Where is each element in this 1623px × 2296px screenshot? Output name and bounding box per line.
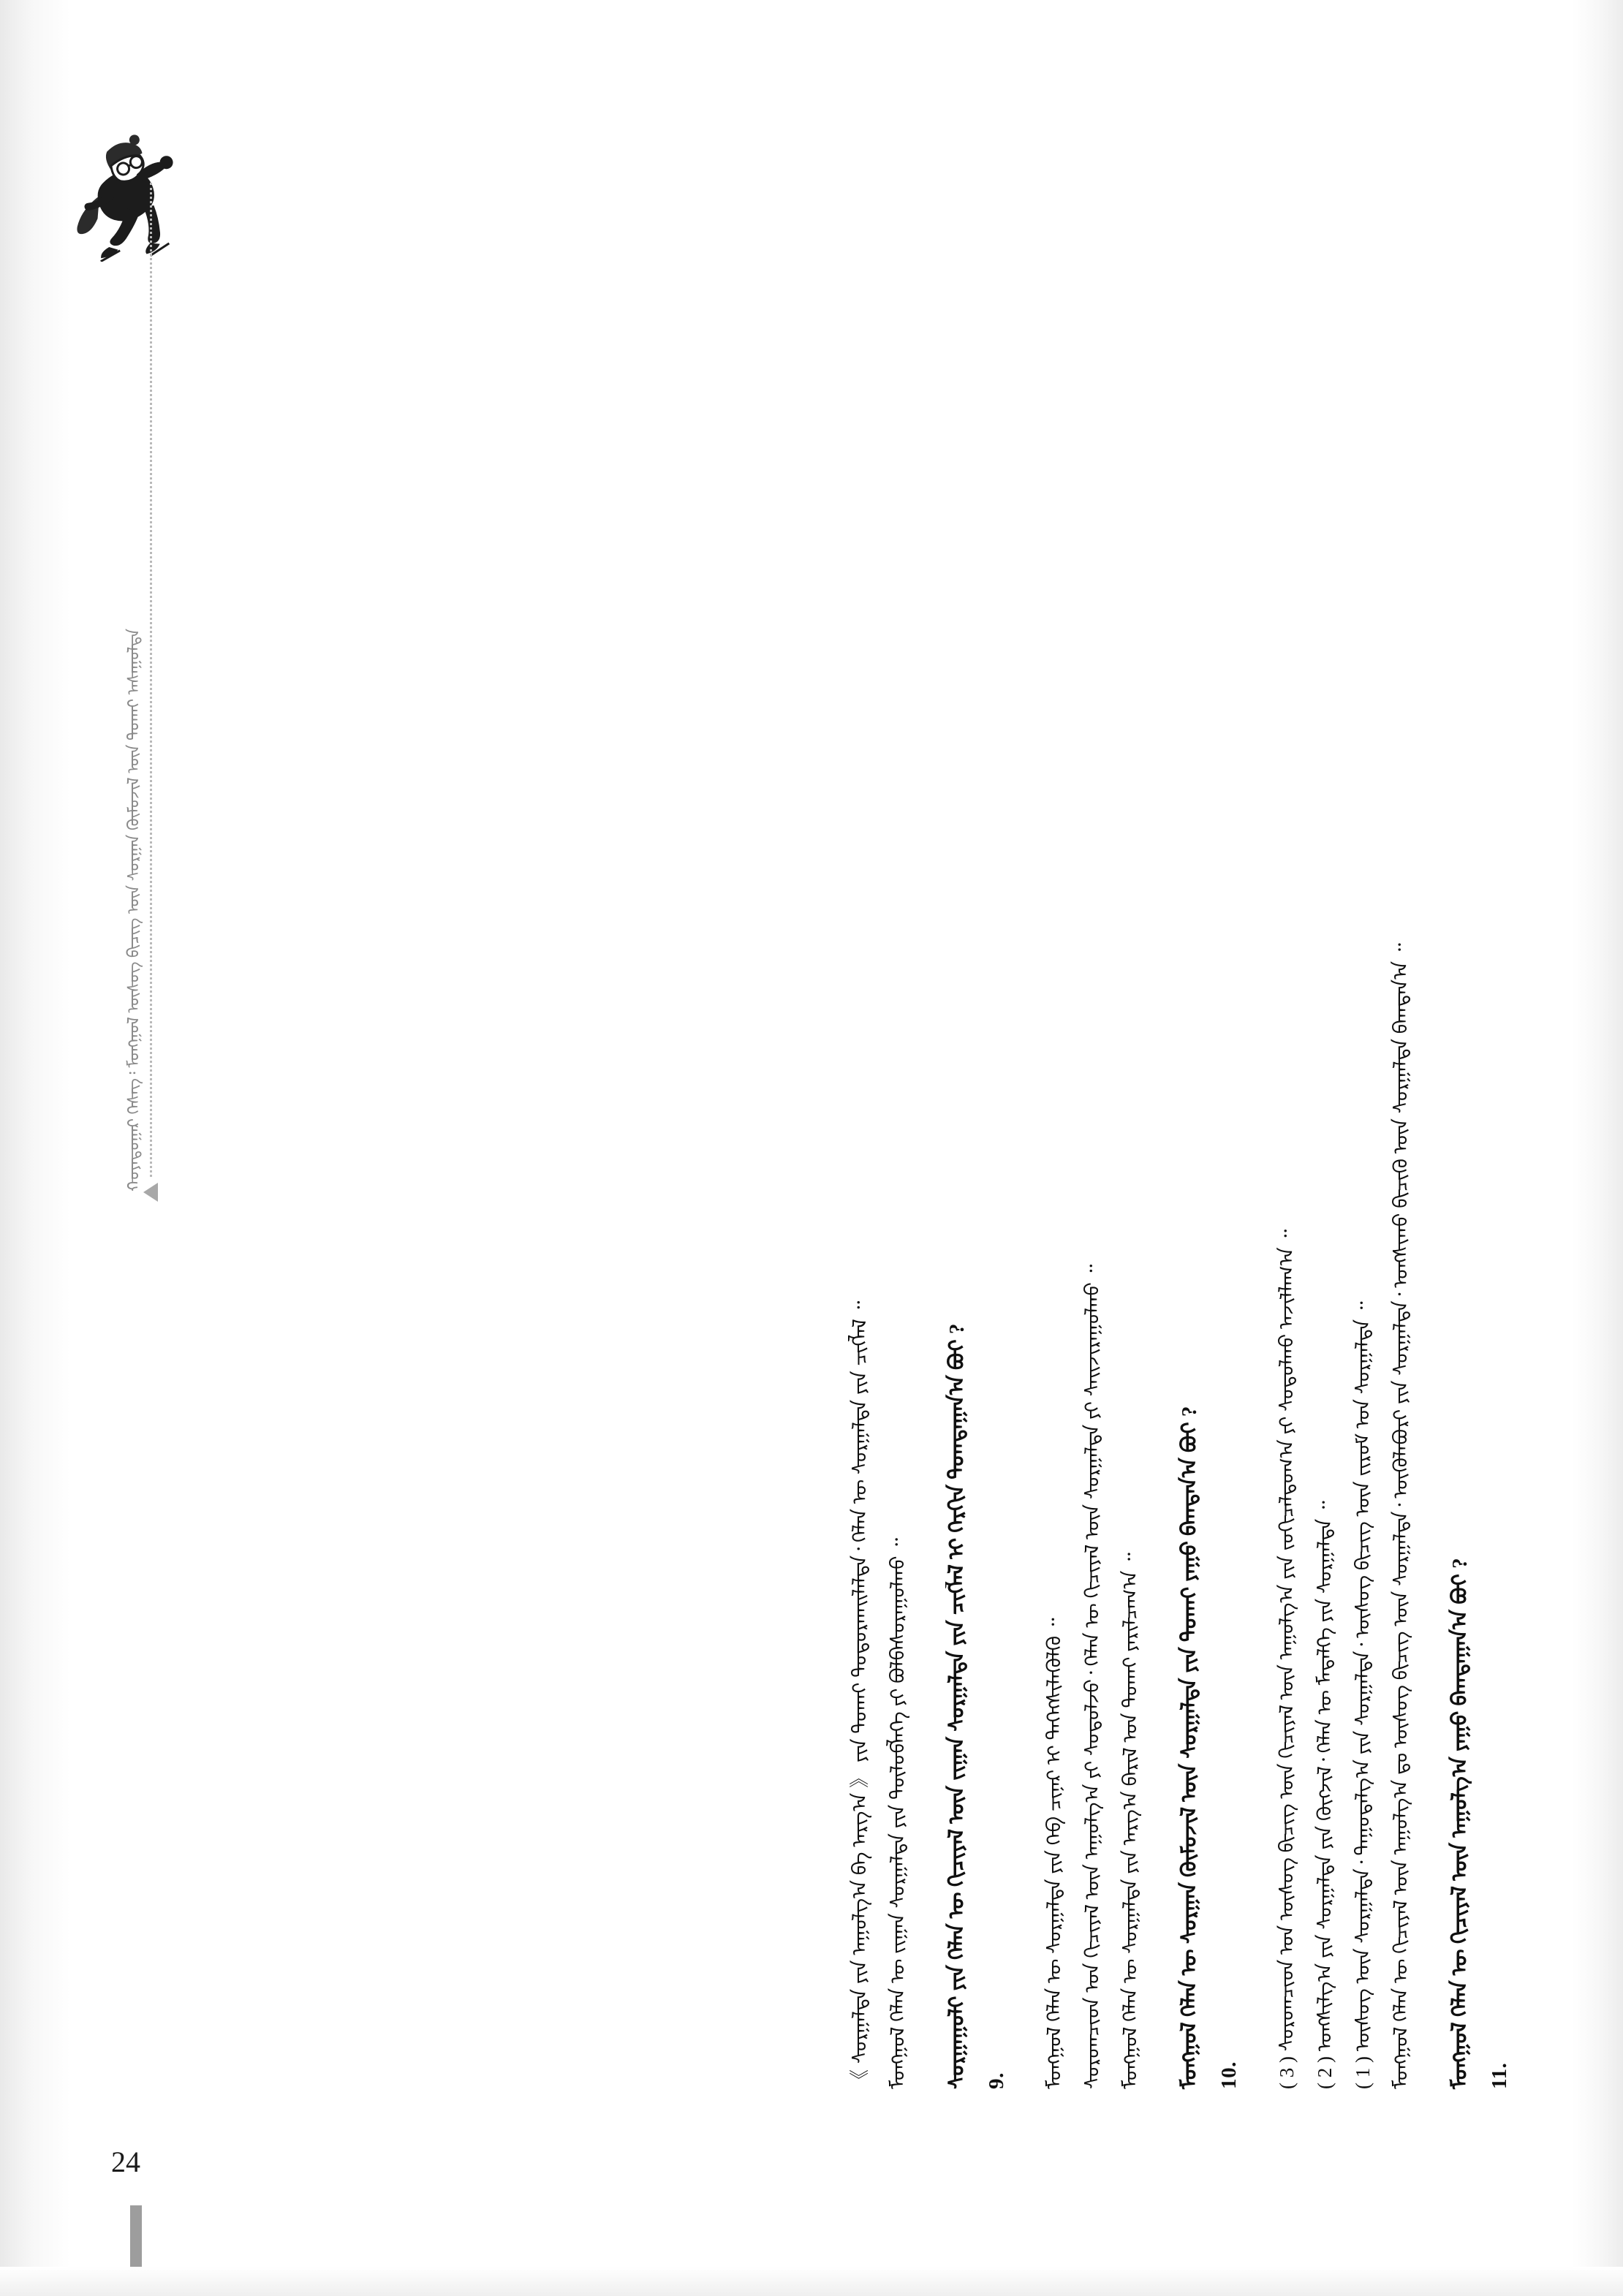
item-number: 10. bbox=[1217, 2061, 1241, 2089]
column-gap bbox=[908, 174, 927, 2089]
column-gap bbox=[1240, 174, 1259, 2089]
item-paragraph: 《 ᠰᠤᠷᠭᠠᠯᠲᠠ ᠶᠢᠨ ᠠᠭᠤᠯᠭ᠎ᠠ ᠪᠠ ᠠᠷᠭ᠎ᠠ 》 ᠶᠢᠨ ᠲᠤᠬᠠᠢ ᠲᠣᠳᠣᠷᠬᠠᠢᠯᠠᠯᠲᠠ᠂ ᠬᠡᠯᠡᠨ ᠦ ᠰᠤᠷᠭᠠᠯᠲᠠ ᠶᠢᠨ ᠴᠢᠭᠯᠡᠯ ᠃ bbox=[849, 1300, 871, 2089]
page-edge-shading-right bbox=[1572, 0, 1623, 2296]
item-paragraph: ( 2 ) ᠤᠩᠰᠢᠯᠭ᠎ᠠ ᠶᠢᠨ ᠰᠤᠷᠭᠠᠯᠲᠠ ᠶᠢᠨ ᠬᠥᠭᠵᠢᠯ᠂ ᠬᠡᠯᠡᠨ ᠦ ᠮᠡᠳᠡᠯᠭᠡ ᠶᠢᠨ ᠰᠤᠷᠭᠠᠯᠲᠠ ᠃ bbox=[1314, 1501, 1336, 2089]
item-paragraph: ᠮᠣᠩᠭᠣᠯ ᠬᠡᠯᠡᠨ ᠦ ᠰᠤᠷᠭᠠᠯᠲᠠ ᠶᠢᠨ ᠠᠷᠭ᠎ᠠ ᠪᠠᠷᠢᠯ ᠤᠨ ᠲᠤᠬᠠᠢ ᠶᠠᠷᠢᠯᠴᠠᠭ᠎ᠠ ᠃ bbox=[1119, 1553, 1141, 2089]
item-heading: ᠮᠣᠩᠭᠣᠯ ᠬᠡᠯᠡᠨ ᠦ ᠬᠢᠴᠢᠶᠡᠯ ᠦᠨ ᠠᠭᠤᠯᠭ᠎ᠠ ᠶᠠᠭᠤ ᠪᠠᠭᠲᠠᠭᠠᠨ᠎ᠠ ᠪᠤᠢ ? bbox=[1448, 1558, 1472, 2089]
page-edge-shading-bottom bbox=[0, 2267, 1623, 2296]
item-number: 9. bbox=[985, 2072, 1008, 2089]
page-number: 24 bbox=[111, 2145, 140, 2178]
column-gap bbox=[1140, 174, 1159, 2089]
item-paragraph: ( 1 ) ᠦᠰᠦᠭ ᠦᠨ ᠰᠤᠷᠭᠠᠯᠲᠠ᠂ ᠳᠠᠭᠤᠳᠠᠯᠭ᠎ᠠ ᠶᠢᠨ ᠰᠤᠷᠭᠠᠯᠲᠠ᠂ ᠦᠰᠦᠭ ᠪᠢᠴᠢᠭ ᠦᠨ ᠵᠢᠷᠤᠮ ᠤᠨ ᠰᠤᠷᠭᠠᠯᠲᠠ ᠃ bbox=[1352, 1301, 1374, 2089]
item-paragraph: ᠰᠤᠷᠤᠭᠴᠢᠳ ᠤᠨ ᠬᠢᠴᠢᠶᠡᠯ ᠦᠨ ᠠᠭᠤᠯᠭ᠎ᠠ ᠶᠢ ᠰᠤᠳᠤᠯᠵᠤ᠂ ᠬᠡᠯᠡᠨ ᠦ ᠬᠢᠴᠢᠶᠡᠯ ᠦᠨ ᠰᠤᠷᠭᠠᠯᠲᠠ ᠶᠢ ᠰᠠᠢᠵᠢᠷᠠᠭᠤᠯᠬᠤ ᠃ bbox=[1081, 1264, 1103, 2089]
item-paragraph: ᠮᠣᠩᠭᠣᠯ ᠬᠡᠯᠡᠨ ᠦ ᠰᠤᠷᠭᠠᠯᠲᠠ ᠶᠢᠨ ᠬᠡᠪ ᠴᠢᠨᠠᠷ ᠢ ᠳᠡᠭᠡᠭᠰᠢᠯᠡᠭᠦᠯᠬᠦ ᠃ bbox=[1043, 1618, 1065, 2089]
item-heading: ᠰᠤᠷᠭᠠᠭᠤᠯᠢ ᠶᠢᠨ ᠬᠡᠯᠡᠨ ᠦ ᠬᠢᠴᠢᠶᠡᠯ ᠦᠨ ᠵᠢᠭᠠᠨ ᠰᠤᠷᠭᠠᠯᠲᠠ ᠶᠢᠨ ᠴᠢᠭᠯᠡᠯ ᠢ ᠬᠡᠷᠬᠢᠨ ᠲᠣᠭᠲᠠᠭᠠᠨ᠎ᠠ ᠪᠤᠢ ? bbox=[945, 1323, 969, 2089]
page-edge-shading-left bbox=[0, 0, 70, 2296]
vertical-text-block bbox=[136, 174, 1510, 2089]
column-gap bbox=[1007, 174, 1026, 2089]
item-paragraph: ( 3 ) ᠰᠤᠷᠤᠭᠴᠢᠳ ᠤᠨ ᠦᠰᠦᠭ ᠪᠢᠴᠢᠭ ᠦᠨ ᠬᠢᠴᠢᠶᠡᠯ ᠦᠨ ᠠᠭᠤᠯᠭ᠎ᠠ ᠶᠢᠨ ᠵᠣᠬᠢᠴᠠᠯᠳᠤᠭ᠎ᠠ ᠶᠢ ᠰᠤᠳᠤᠯᠬᠤ ᠠᠵᠢᠯᠯᠠᠭ᠎ᠠ ᠃ bbox=[1276, 1229, 1298, 2089]
page-footer-bar bbox=[130, 2205, 142, 2267]
item-paragraph: ᠮᠣᠩᠭᠣᠯ ᠬᠡᠯᠡᠨ ᠦ ᠵᠢᠭᠠᠨ ᠰᠤᠷᠭᠠᠯᠲᠠ ᠶᠢᠨ ᠲᠥᠯᠥᠪᠯᠡᠭᠡ ᠶᠢ ᠪᠣᠯᠪᠠᠰᠤᠷᠠᠭᠤᠯᠬᠤ ᠃ bbox=[887, 1537, 909, 2089]
item-paragraph: ᠮᠣᠩᠭᠣᠯ ᠬᠡᠯᠡᠨ ᠦ ᠬᠢᠴᠢᠶᠡᠯ ᠦᠨ ᠠᠭᠤᠯᠭ᠎ᠠ ᠳᠤ ᠦᠰᠦᠭ ᠪᠢᠴᠢᠭ ᠦᠨ ᠰᠤᠷᠭᠠᠯᠲᠠ᠂ ᠥᠭᠦᠯᠡᠪᠦᠷᠢ ᠶᠢᠨ ᠰᠤᠷᠭᠠᠯᠲᠠ᠂ ᠤᠩᠰᠢᠬᠤ ᠪᠢᠴᠢᠬᠦ ᠦᠨ ᠰᠤᠷᠭᠠᠯᠲᠠ ᠪᠠᠭᠲᠠᠨ᠎ᠠ ᠃ bbox=[1390, 943, 1412, 2089]
running-head: ᠬᠣᠶᠠᠳᠤᠭᠠᠷ ᠬᠡᠰᠡᠭ᠄ ᠮᠣᠩᠭᠣᠯ ᠦᠰᠦᠭ ᠪᠢᠴᠢᠭ ᠦᠨ ᠰᠤᠷᠭᠠᠨ ᠬᠥᠮᠦᠵᠢᠯ ᠦᠨ ᠲᠤᠬᠠᠢ ᠠᠰᠠᠭᠤᠯᠲᠠ bbox=[124, 628, 143, 1191]
item-heading: ᠮᠣᠩᠭᠣᠯ ᠬᠡᠯᠡᠨ ᠦ ᠰᠤᠷᠭᠠᠨ ᠬᠥᠮᠦᠵᠢᠯ ᠦᠨ ᠰᠤᠷᠭᠠᠯᠲᠠ ᠶᠢᠨ ᠲᠤᠬᠠᠢ ᠶᠠᠭᠤ ᠪᠠᠭᠲᠠᠨ᠎ᠠ ᠪᠤᠢ ? bbox=[1178, 1406, 1201, 2089]
column-gap bbox=[1411, 174, 1430, 2089]
item-number: 11. bbox=[1488, 2062, 1511, 2089]
